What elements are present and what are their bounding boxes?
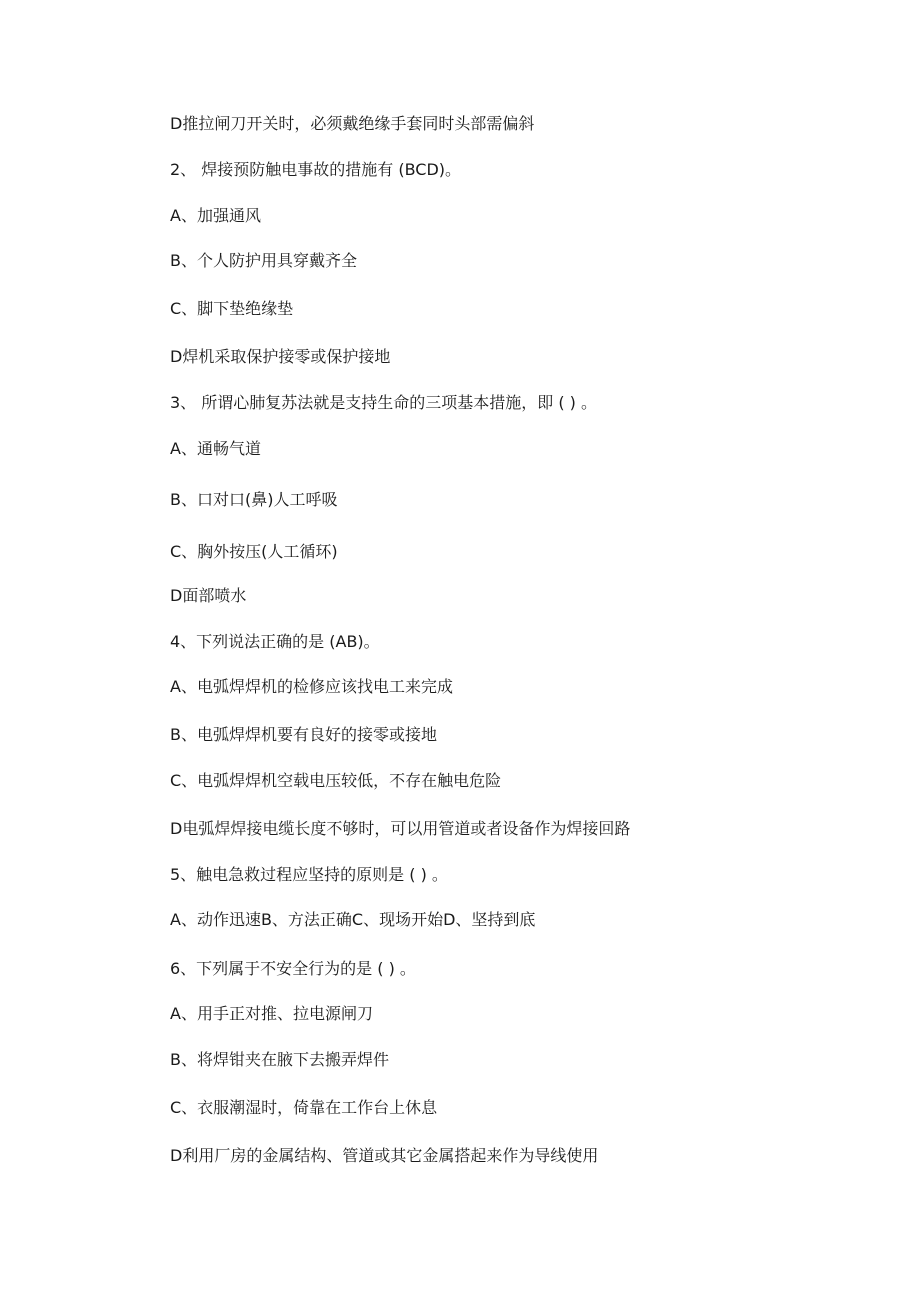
option-a-q3: A、通畅气道	[170, 439, 261, 458]
option-c-q2: C、脚下垫绝缘垫	[170, 299, 294, 318]
option-d-q2: D焊机采取保护接零或保护接地	[170, 347, 391, 366]
option-c-q6: C、衣服潮湿时，倚靠在工作台上休息	[170, 1098, 438, 1117]
question-5: 5、触电急救过程应坚持的原则是 ( ) 。	[170, 865, 448, 884]
option-d-q4: D电弧焊焊接电缆长度不够时，可以用管道或者设备作为焊接回路	[170, 819, 631, 838]
option-b-q3: B、口对口(鼻)人工呼吸	[170, 490, 338, 509]
option-b-q6: B、将焊钳夹在腋下去搬弄焊件	[170, 1050, 389, 1069]
question-4: 4、下列说法正确的是 (AB)。	[170, 632, 380, 651]
option-b-q2: B、个人防护用具穿戴齐全	[170, 251, 357, 270]
option-d-q1: D推拉闸刀开关时，必须戴绝缘手套同时头部需偏斜	[170, 114, 535, 133]
option-c-q3: C、胸外按压(人工循环)	[170, 542, 338, 561]
question-6: 6、下列属于不安全行为的是 ( ) 。	[170, 959, 416, 978]
option-c-q4: C、电弧焊焊机空载电压较低，不存在触电危险	[170, 771, 502, 790]
option-d-q3: D面部喷水	[170, 586, 247, 605]
option-d-q6: D利用厂房的金属结构、管道或其它金属搭起来作为导线使用	[170, 1146, 599, 1165]
option-b-q4: B、电弧焊焊机要有良好的接零或接地	[170, 725, 437, 744]
question-2: 2、 焊接预防触电事故的措施有 (BCD)。	[170, 160, 462, 179]
option-a-q2: A、加强通风	[170, 206, 261, 225]
option-a-q6: A、用手正对推、拉电源闸刀	[170, 1004, 373, 1023]
options-q5: A、动作迅速B、方法正确C、现场开始D、坚持到底	[170, 910, 536, 929]
option-a-q4: A、电弧焊焊机的检修应该找电工来完成	[170, 677, 453, 696]
question-3: 3、 所谓心肺复苏法就是支持生命的三项基本措施，即 ( ) 。	[170, 393, 598, 412]
